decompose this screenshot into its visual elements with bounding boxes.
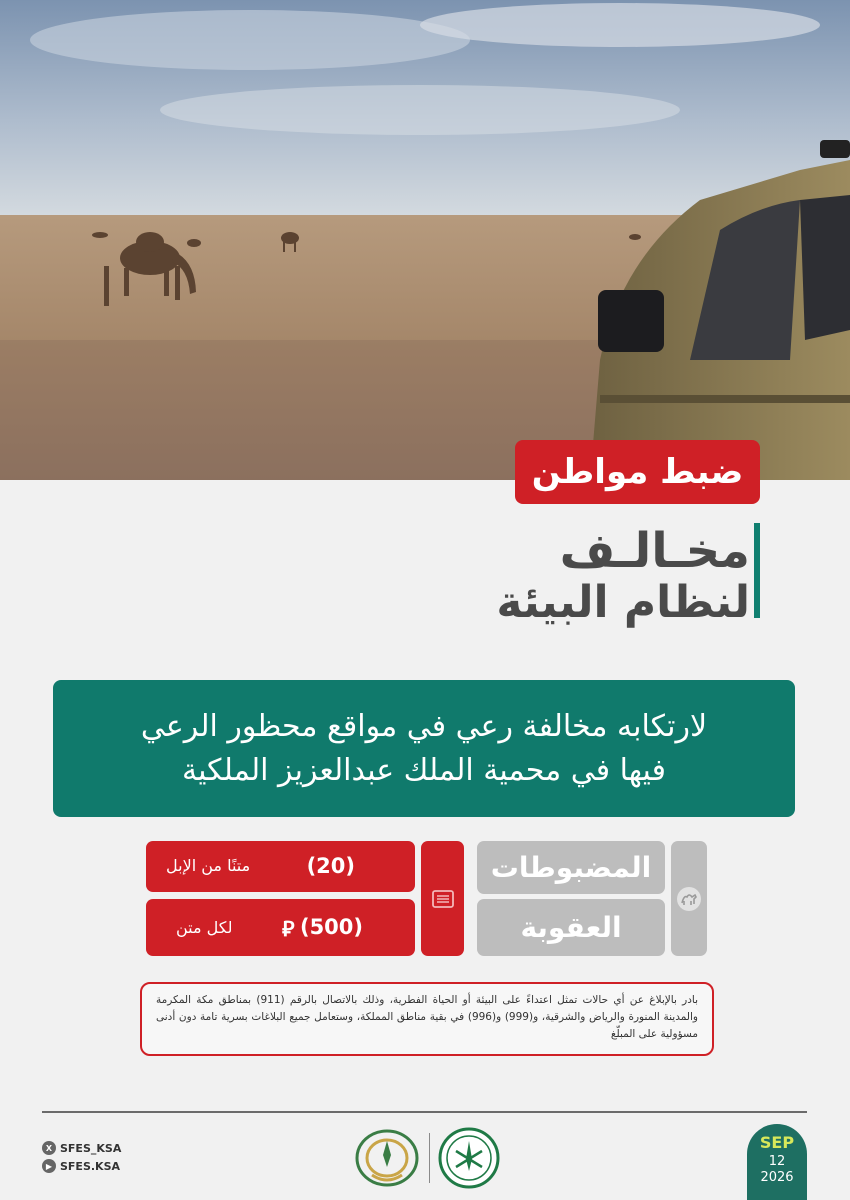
seized-items-label: المضبوطات [477,841,665,894]
x-icon: X [42,1141,56,1155]
headline-accent-bar [754,523,760,618]
riyal-symbol: ⃁ [282,917,295,941]
seized-unit: متنًا من الإبل [166,856,251,875]
details-side-column [671,841,707,956]
headline-line2: لنظام البيئة [496,577,750,628]
report-notice: بادر بالإبلاغ عن أي حالات تمثل اعتداءً على البيئة أو الحياة الفطرية، وذلك بالاتصال بالرقم (911) بمناطق مكة المكرمة والمدينة المنورة والرياض والشرقية، و(999) و(996) في بقية مناطق المملكة، وستعامل جميع البلاغات بسرية تامة دون أدنى مسؤولية على المبلّغ [140,982,714,1056]
document-icon [431,888,455,910]
penalty-value: (500) [299,915,363,939]
penalty-value-cell [146,899,415,956]
reason-line1: لارتكابه مخالفة رعي في مواقع محظور الرعي [140,708,708,744]
status-tag: ضبط مواطن [515,440,760,504]
violation-reason-box [53,680,795,817]
date-month: SEP [759,1133,795,1152]
social-link-youtube[interactable] [42,1159,120,1173]
seized-value: (20) [306,854,355,878]
date-year: 2026 [760,1170,794,1185]
penalty-label: العقوبة [477,899,665,956]
header-photo [0,0,850,480]
reason-line2: فيها في محمية الملك عبدالعزيز الملكية [182,752,666,788]
ministry-emblem [438,1127,500,1189]
seized-value-cell [146,841,415,892]
penalty-unit: لكل متن [176,918,233,937]
headline [496,525,750,629]
social-link-x[interactable] [42,1141,121,1155]
social-handle: SFES_KSA [60,1141,122,1155]
details-mid-column [421,841,464,956]
headline-line1: مخـالـف [559,523,750,579]
footer-divider [42,1111,807,1113]
date-badge [747,1124,807,1200]
logo-divider [429,1133,430,1183]
special-forces-emblem [352,1127,422,1189]
camel-icon [676,886,702,912]
date-day: 12 [768,1154,786,1169]
social-handle: SFES.KSA [60,1159,121,1173]
youtube-icon: ▶ [42,1159,56,1173]
